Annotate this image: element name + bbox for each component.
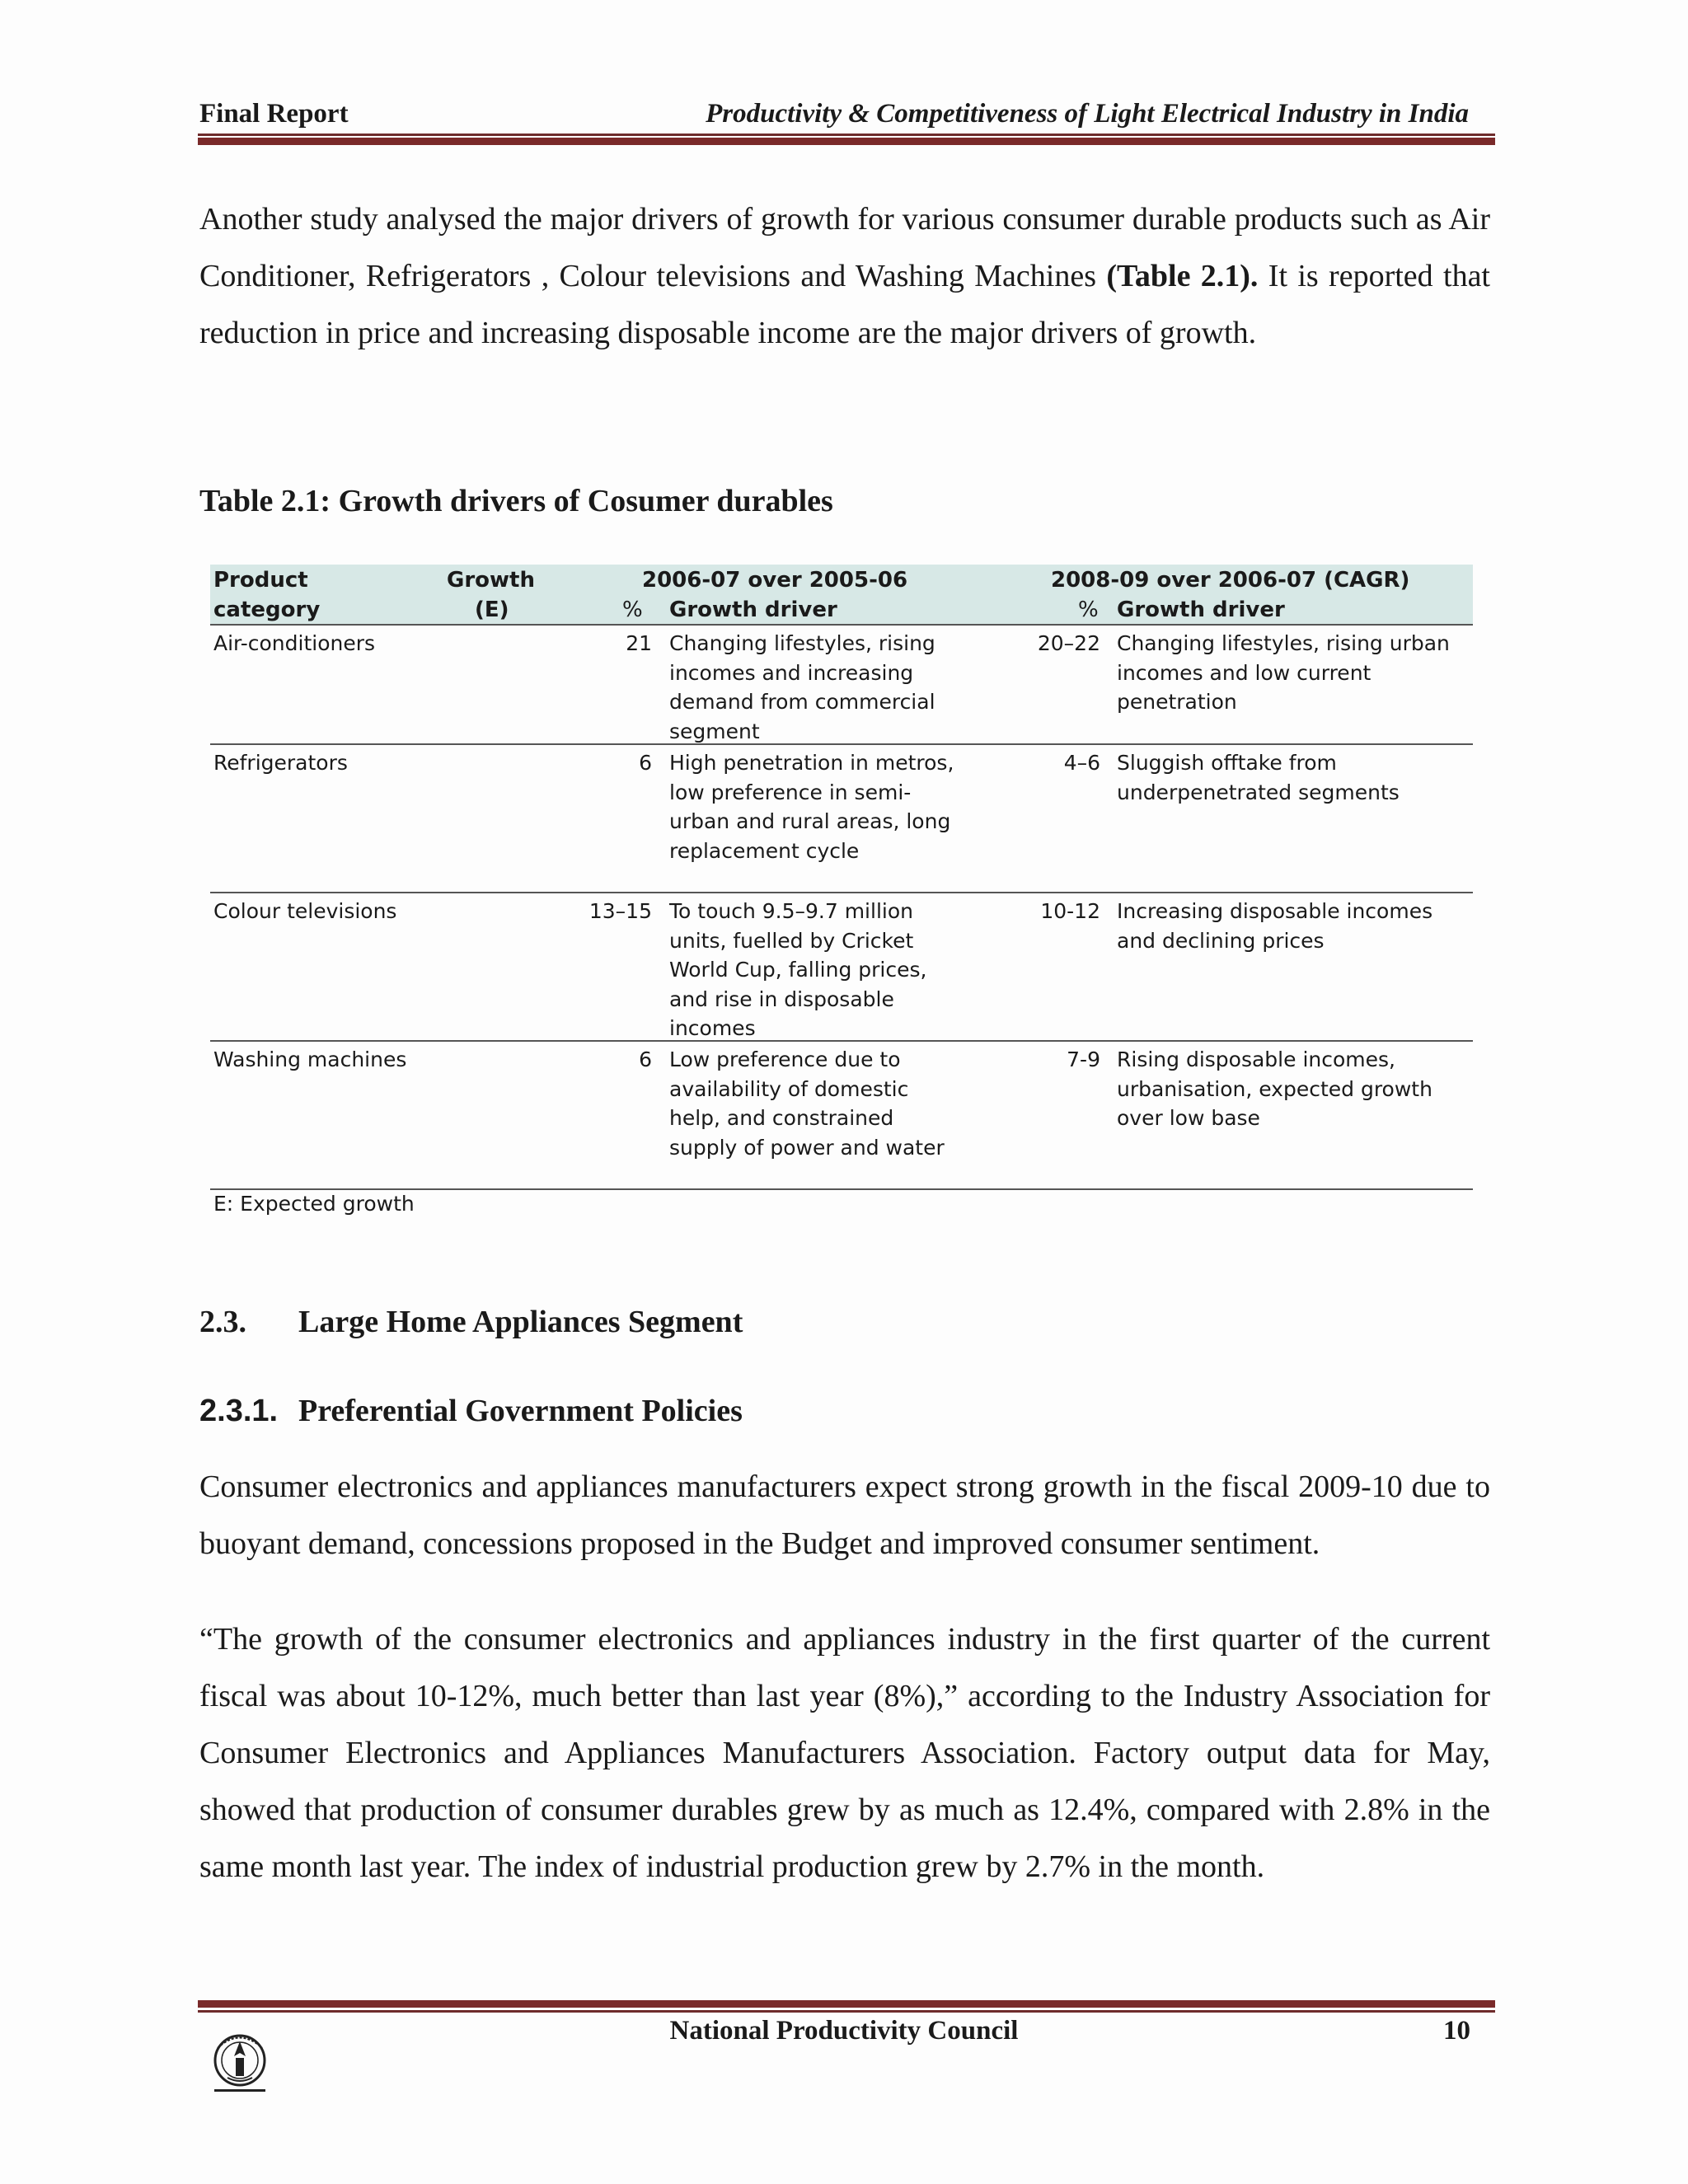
table-row bbox=[210, 893, 1473, 1042]
subsection-title: Preferential Government Policies bbox=[298, 1394, 743, 1428]
table-row bbox=[210, 1042, 1473, 1190]
cell-product: Air-conditioners bbox=[213, 631, 376, 655]
cell-driver-2: Changing lifestyles, rising urban incomes and low current penetration bbox=[1117, 631, 1450, 714]
cell-driver-2: Increasing disposable incomes and declining prices bbox=[1117, 899, 1433, 953]
cell-pct-1: 6 bbox=[639, 1047, 652, 1071]
cell-driver-1: To touch 9.5–9.7 million units, fuelled by Cricket World Cup, falling prices, and rise in disposable incomes bbox=[669, 899, 927, 1040]
paragraph-1: Consumer electronics and appliances manufacturers expect strong growth in the fiscal 2009-10 due to buoyant demand, concessions proposed in the Budget and improved consumer sentiment. bbox=[199, 1469, 1490, 1561]
cell-pct-1: 6 bbox=[639, 751, 652, 775]
page-number: 10 bbox=[1443, 2016, 1470, 2046]
cell-pct-2: 4–6 bbox=[1063, 751, 1100, 775]
header-period-1: 2006-07 over 2005-06 bbox=[642, 568, 908, 593]
header-category: category bbox=[213, 598, 321, 622]
cell-product: Colour televisions bbox=[213, 899, 397, 923]
cell-driver-1: Changing lifestyles, rising incomes and increasing demand from commercial segment bbox=[669, 631, 935, 743]
subsection-number: 2.3.1. bbox=[199, 1394, 279, 1428]
section-heading bbox=[199, 1304, 743, 1340]
intro-paragraph bbox=[199, 191, 1490, 362]
table-header bbox=[210, 565, 1473, 626]
header-period-2: 2008-09 over 2006-07 (CAGR) bbox=[1051, 568, 1410, 593]
header-driver-2: Growth driver bbox=[1117, 598, 1285, 622]
cell-pct-2: 7-9 bbox=[1067, 1047, 1100, 1071]
header-title: Productivity & Competitiveness of Light Electrical Industry in India bbox=[706, 99, 1469, 129]
footer-organization: National Productivity Council bbox=[669, 2016, 1019, 2046]
table-row bbox=[210, 626, 1473, 745]
header-rule-thick bbox=[198, 138, 1495, 145]
cell-pct-1: 13–15 bbox=[588, 899, 652, 923]
header-pct-2: % bbox=[1078, 598, 1099, 622]
section-number: 2.3. bbox=[199, 1305, 246, 1339]
cell-driver-2: Sluggish offtake from underpenetrated segments bbox=[1117, 751, 1400, 804]
cell-pct-2: 10-12 bbox=[1040, 899, 1100, 923]
table-reference: (Table 2.1). bbox=[1106, 259, 1259, 293]
cell-product: Washing machines bbox=[213, 1047, 407, 1071]
footer-rule-thick bbox=[198, 2000, 1495, 2008]
cell-driver-1: Low preference due to availability of domestic help, and constrained supply of power and water bbox=[669, 1047, 945, 1160]
intro-text-after: It is reported that reduction in price and increasing disposable income are the major drivers of growth. bbox=[199, 259, 1490, 350]
growth-drivers-table bbox=[210, 565, 1473, 1216]
subsection-heading bbox=[199, 1393, 743, 1429]
cell-driver-1: High penetration in metros, low preference in semi-urban and rural areas, long replacement cycle bbox=[669, 751, 954, 863]
header-driver-1: Growth driver bbox=[669, 598, 837, 622]
cell-product: Refrigerators bbox=[213, 751, 348, 775]
cell-pct-2: 20–22 bbox=[1037, 631, 1100, 655]
footer-rule-thin bbox=[198, 2010, 1495, 2013]
intro-text-before: Another study analysed the major drivers of growth for various consumer durable products such as Air Conditioner, Refrigerators , Colour televisions and Washing Machines bbox=[199, 202, 1490, 293]
header-growth: Growth bbox=[447, 568, 535, 593]
section-title: Large Home Appliances Segment bbox=[298, 1305, 743, 1339]
table-row bbox=[210, 745, 1473, 893]
header-left: Final Report bbox=[199, 99, 349, 129]
paragraph-2: “The growth of the consumer electronics and appliances industry in the first quarter of the current fiscal was about 10-12%, much better than last year (8%),” according to the Industry Association for Consumer Electronics and Appliances Manufacturers Association. Factory output data for May, showed that production of consumer durables grew by as much as 12.4%, compared with 2.8% in the same month last year. The index of industrial production grew by 2.7% in the month. bbox=[199, 1622, 1490, 1884]
table-footnote: E: Expected growth bbox=[213, 1192, 415, 1216]
header-rule-thin bbox=[198, 134, 1495, 136]
header-pct-1: % bbox=[622, 598, 643, 622]
header-e: (E) bbox=[475, 598, 509, 622]
header-product: Product bbox=[213, 568, 308, 593]
cell-pct-1: 21 bbox=[626, 631, 652, 655]
table-caption: Table 2.1: Growth drivers of Cosumer durables bbox=[199, 484, 833, 518]
cell-driver-2: Rising disposable incomes, urbanisation, expected growth over low base bbox=[1117, 1047, 1432, 1130]
